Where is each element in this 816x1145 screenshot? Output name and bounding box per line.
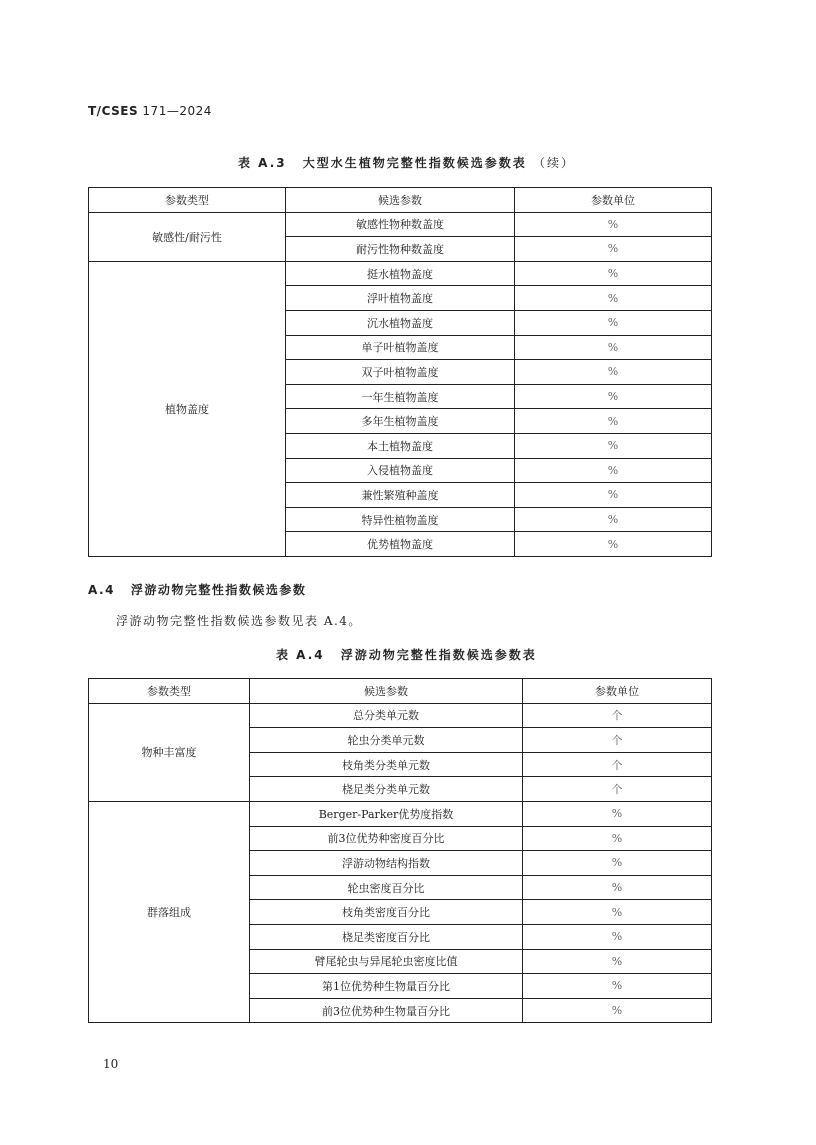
table-a3-caption (238, 154, 575, 171)
unit-cell: % (523, 974, 712, 999)
unit-cell: % (515, 532, 712, 557)
candidate-param-cell: 一年生植物盖度 (286, 384, 515, 409)
table-a3-caption-number: 表 A.3 (238, 156, 287, 170)
candidate-param-cell: 入侵植物盖度 (286, 458, 515, 483)
table-a4-caption-number: 表 A.4 (276, 648, 325, 662)
candidate-param-cell: 特异性植物盖度 (286, 507, 515, 532)
candidate-param-cell: 前3位优势种生物量百分比 (250, 998, 523, 1023)
unit-cell: % (515, 237, 712, 262)
table-header-row (89, 188, 712, 213)
param-type-cell: 物种丰富度 (89, 703, 250, 801)
standard-number: 171—2024 (142, 104, 212, 118)
table-row (89, 801, 712, 826)
unit-cell: 个 (523, 728, 712, 753)
param-type-cell: 植物盖度 (89, 261, 286, 556)
table-a4 (88, 678, 712, 1023)
unit-cell: % (523, 998, 712, 1023)
section-number: A.4 (88, 583, 115, 597)
column-header-param: 候选参数 (286, 188, 515, 213)
unit-cell: % (515, 507, 712, 532)
section-heading (88, 581, 306, 598)
table-a4-caption-title: 浮游动物完整性指数候选参数表 (340, 648, 537, 662)
candidate-param-cell: 敏感性物种数盖度 (286, 212, 515, 237)
table-a3-caption-continued: （续） (533, 156, 576, 170)
param-type-cell: 群落组成 (89, 801, 250, 1022)
candidate-param-cell: 优势植物盖度 (286, 532, 515, 557)
candidate-param-cell: 第1位优势种生物量百分比 (250, 974, 523, 999)
candidate-param-cell: 单子叶植物盖度 (286, 335, 515, 360)
page-header (88, 104, 212, 118)
candidate-param-cell: 轮虫密度百分比 (250, 875, 523, 900)
unit-cell: 个 (523, 752, 712, 777)
unit-cell: % (515, 458, 712, 483)
table-row (89, 261, 712, 286)
column-header-unit: 参数单位 (515, 188, 712, 213)
unit-cell: % (523, 851, 712, 876)
candidate-param-cell: 臂尾轮虫与异尾轮虫密度比值 (250, 949, 523, 974)
standard-code: T/CSES (88, 104, 139, 118)
unit-cell: 个 (523, 777, 712, 802)
unit-cell: % (515, 335, 712, 360)
unit-cell: % (515, 360, 712, 385)
candidate-param-cell: 总分类单元数 (250, 703, 523, 728)
candidate-param-cell: Berger-Parker优势度指数 (250, 801, 523, 826)
table-a3 (88, 187, 712, 557)
candidate-param-cell: 耐污性物种数盖度 (286, 237, 515, 262)
candidate-param-cell: 浮游动物结构指数 (250, 851, 523, 876)
candidate-param-cell: 轮虫分类单元数 (250, 728, 523, 753)
candidate-param-cell: 双子叶植物盖度 (286, 360, 515, 385)
candidate-param-cell: 前3位优势种密度百分比 (250, 826, 523, 851)
candidate-param-cell: 枝角类密度百分比 (250, 900, 523, 925)
unit-cell: % (515, 261, 712, 286)
section-title: 浮游动物完整性指数候选参数 (130, 583, 307, 597)
column-header-type: 参数类型 (89, 679, 250, 704)
unit-cell: % (523, 826, 712, 851)
unit-cell: % (515, 286, 712, 311)
unit-cell: % (523, 924, 712, 949)
table-row (89, 212, 712, 237)
unit-cell: % (515, 433, 712, 458)
unit-cell: % (523, 949, 712, 974)
candidate-param-cell: 兼性繁殖种盖度 (286, 483, 515, 508)
unit-cell: % (515, 212, 712, 237)
unit-cell: % (523, 801, 712, 826)
unit-cell: % (523, 875, 712, 900)
param-type-cell: 敏感性/耐污性 (89, 212, 286, 261)
candidate-param-cell: 桡足类分类单元数 (250, 777, 523, 802)
table-a4-caption (276, 646, 537, 663)
candidate-param-cell: 本土植物盖度 (286, 433, 515, 458)
table-row (89, 703, 712, 728)
unit-cell: % (515, 409, 712, 434)
candidate-param-cell: 沉水植物盖度 (286, 310, 515, 335)
unit-cell: % (523, 900, 712, 925)
candidate-param-cell: 多年生植物盖度 (286, 409, 515, 434)
column-header-param: 候选参数 (250, 679, 523, 704)
body-paragraph: 浮游动物完整性指数候选参数见表 A.4。 (116, 614, 362, 628)
candidate-param-cell: 枝角类分类单元数 (250, 752, 523, 777)
column-header-unit: 参数单位 (523, 679, 712, 704)
page-number: 10 (103, 1057, 119, 1071)
table-a3-caption-title: 大型水生植物完整性指数候选参数表 (302, 156, 527, 170)
unit-cell: % (515, 310, 712, 335)
candidate-param-cell: 挺水植物盖度 (286, 261, 515, 286)
unit-cell: % (515, 384, 712, 409)
unit-cell: % (515, 483, 712, 508)
table-header-row (89, 679, 712, 704)
column-header-type: 参数类型 (89, 188, 286, 213)
candidate-param-cell: 桡足类密度百分比 (250, 924, 523, 949)
unit-cell: 个 (523, 703, 712, 728)
candidate-param-cell: 浮叶植物盖度 (286, 286, 515, 311)
